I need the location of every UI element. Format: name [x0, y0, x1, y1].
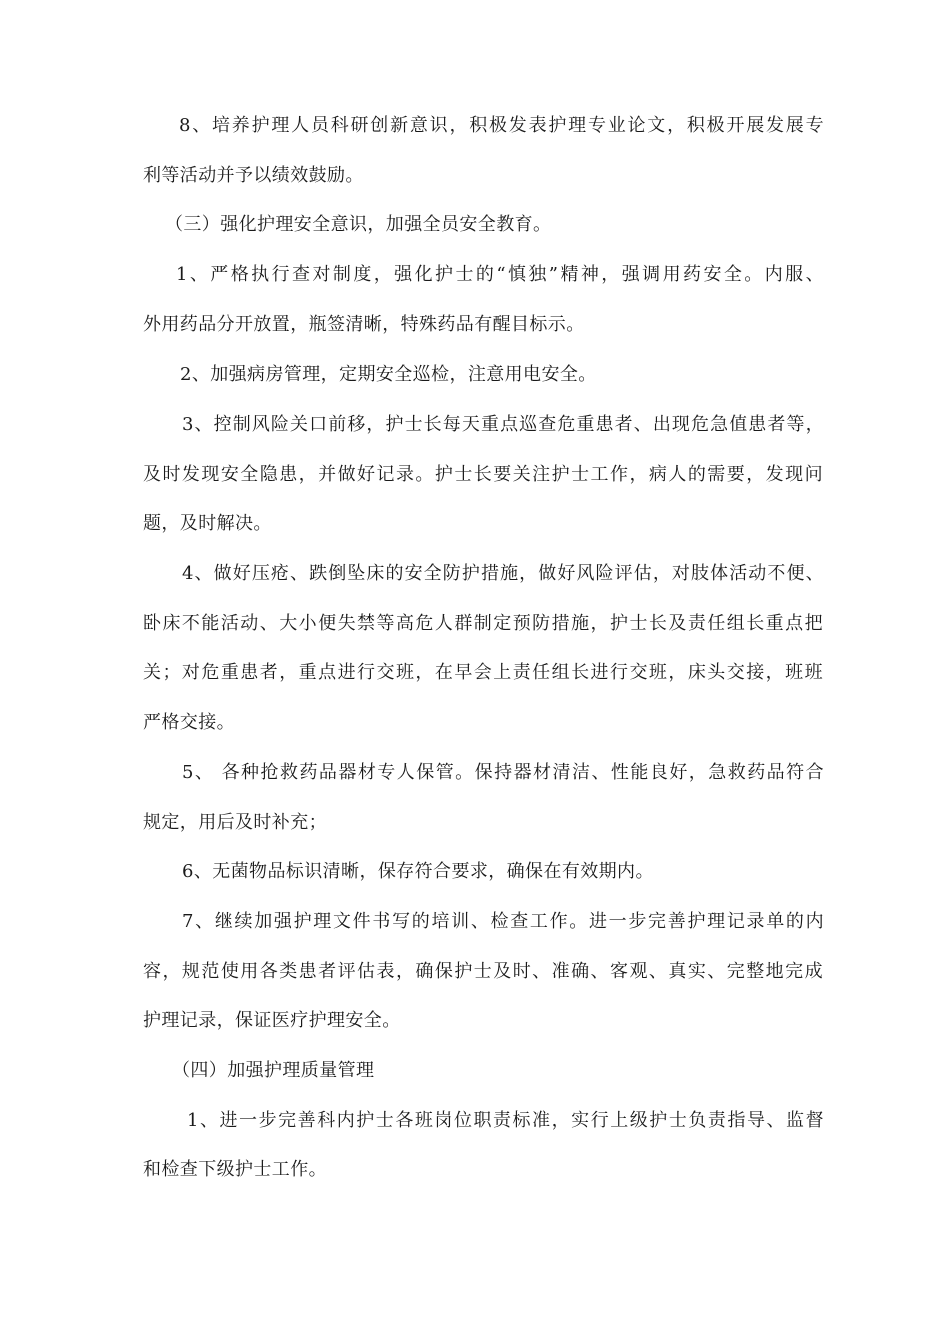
item-4-line-1: 4、做好压疮、跌倒坠床的安全防护措施，做好风险评估，对肢体活动不便、: [182, 563, 824, 584]
item-3-line-3: 题，及时解决。: [143, 513, 272, 534]
item-2-line-1: 2、加强病房管理，定期安全巡检，注意用电安全。: [180, 364, 597, 385]
item-3-line-1: 3、控制风险关口前移，护士长每天重点巡查危重患者、出现危急值患者等，: [182, 414, 824, 435]
section-4-heading: （四）加强护理质量管理: [172, 1060, 375, 1081]
item-6-line-1: 6、无菌物品标识清晰，保存符合要求，确保在有效期内。: [182, 861, 654, 882]
item-1-line-2: 外用药品分开放置，瓶签清晰，特殊药品有醒目标示。: [143, 314, 585, 335]
item-4-line-3: 关；对危重患者，重点进行交班，在早会上责任组长进行交班，床头交接，班班: [143, 662, 823, 683]
item-4-line-2: 卧床不能活动、大小便失禁等高危人群制定预防措施，护士长及责任组长重点把: [143, 613, 823, 634]
section-4-item-1-line-2: 和检查下级护士工作。: [143, 1159, 327, 1180]
item-7-line-2: 容，规范使用各类患者评估表，确保护士及时、准确、客观、真实、完整地完成: [143, 961, 823, 982]
paragraph-8-line-2: 利等活动并予以绩效鼓励。: [143, 165, 364, 186]
item-4-line-4: 严格交接。: [143, 712, 235, 733]
section-4-item-1-line-1: 1、进一步完善科内护士各班岗位职责标准，实行上级护士负责指导、监督: [187, 1110, 824, 1131]
item-7-line-1: 7、继续加强护理文件书写的培训、检查工作。进一步完善护理记录单的内: [182, 911, 824, 932]
item-1-line-1: 1、严格执行查对制度，强化护士的“慎独”精神，强调用药安全。内服、: [176, 264, 824, 285]
section-3-heading: （三）强化护理安全意识，加强全员安全教育。: [165, 214, 552, 235]
paragraph-8-line-1: 8、培养护理人员科研创新意识，积极发表护理专业论文，积极开展发展专: [179, 115, 824, 136]
item-5-line-1: 5、 各种抢救药品器材专人保管。保持器材清洁、性能良好，急救药品符合: [182, 762, 824, 783]
item-3-line-2: 及时发现安全隐患，并做好记录。护士长要关注护士工作，病人的需要，发现问: [143, 464, 823, 485]
item-5-line-2: 规定，用后及时补充；: [143, 812, 327, 833]
item-7-line-3: 护理记录，保证医疗护理安全。: [143, 1010, 401, 1031]
